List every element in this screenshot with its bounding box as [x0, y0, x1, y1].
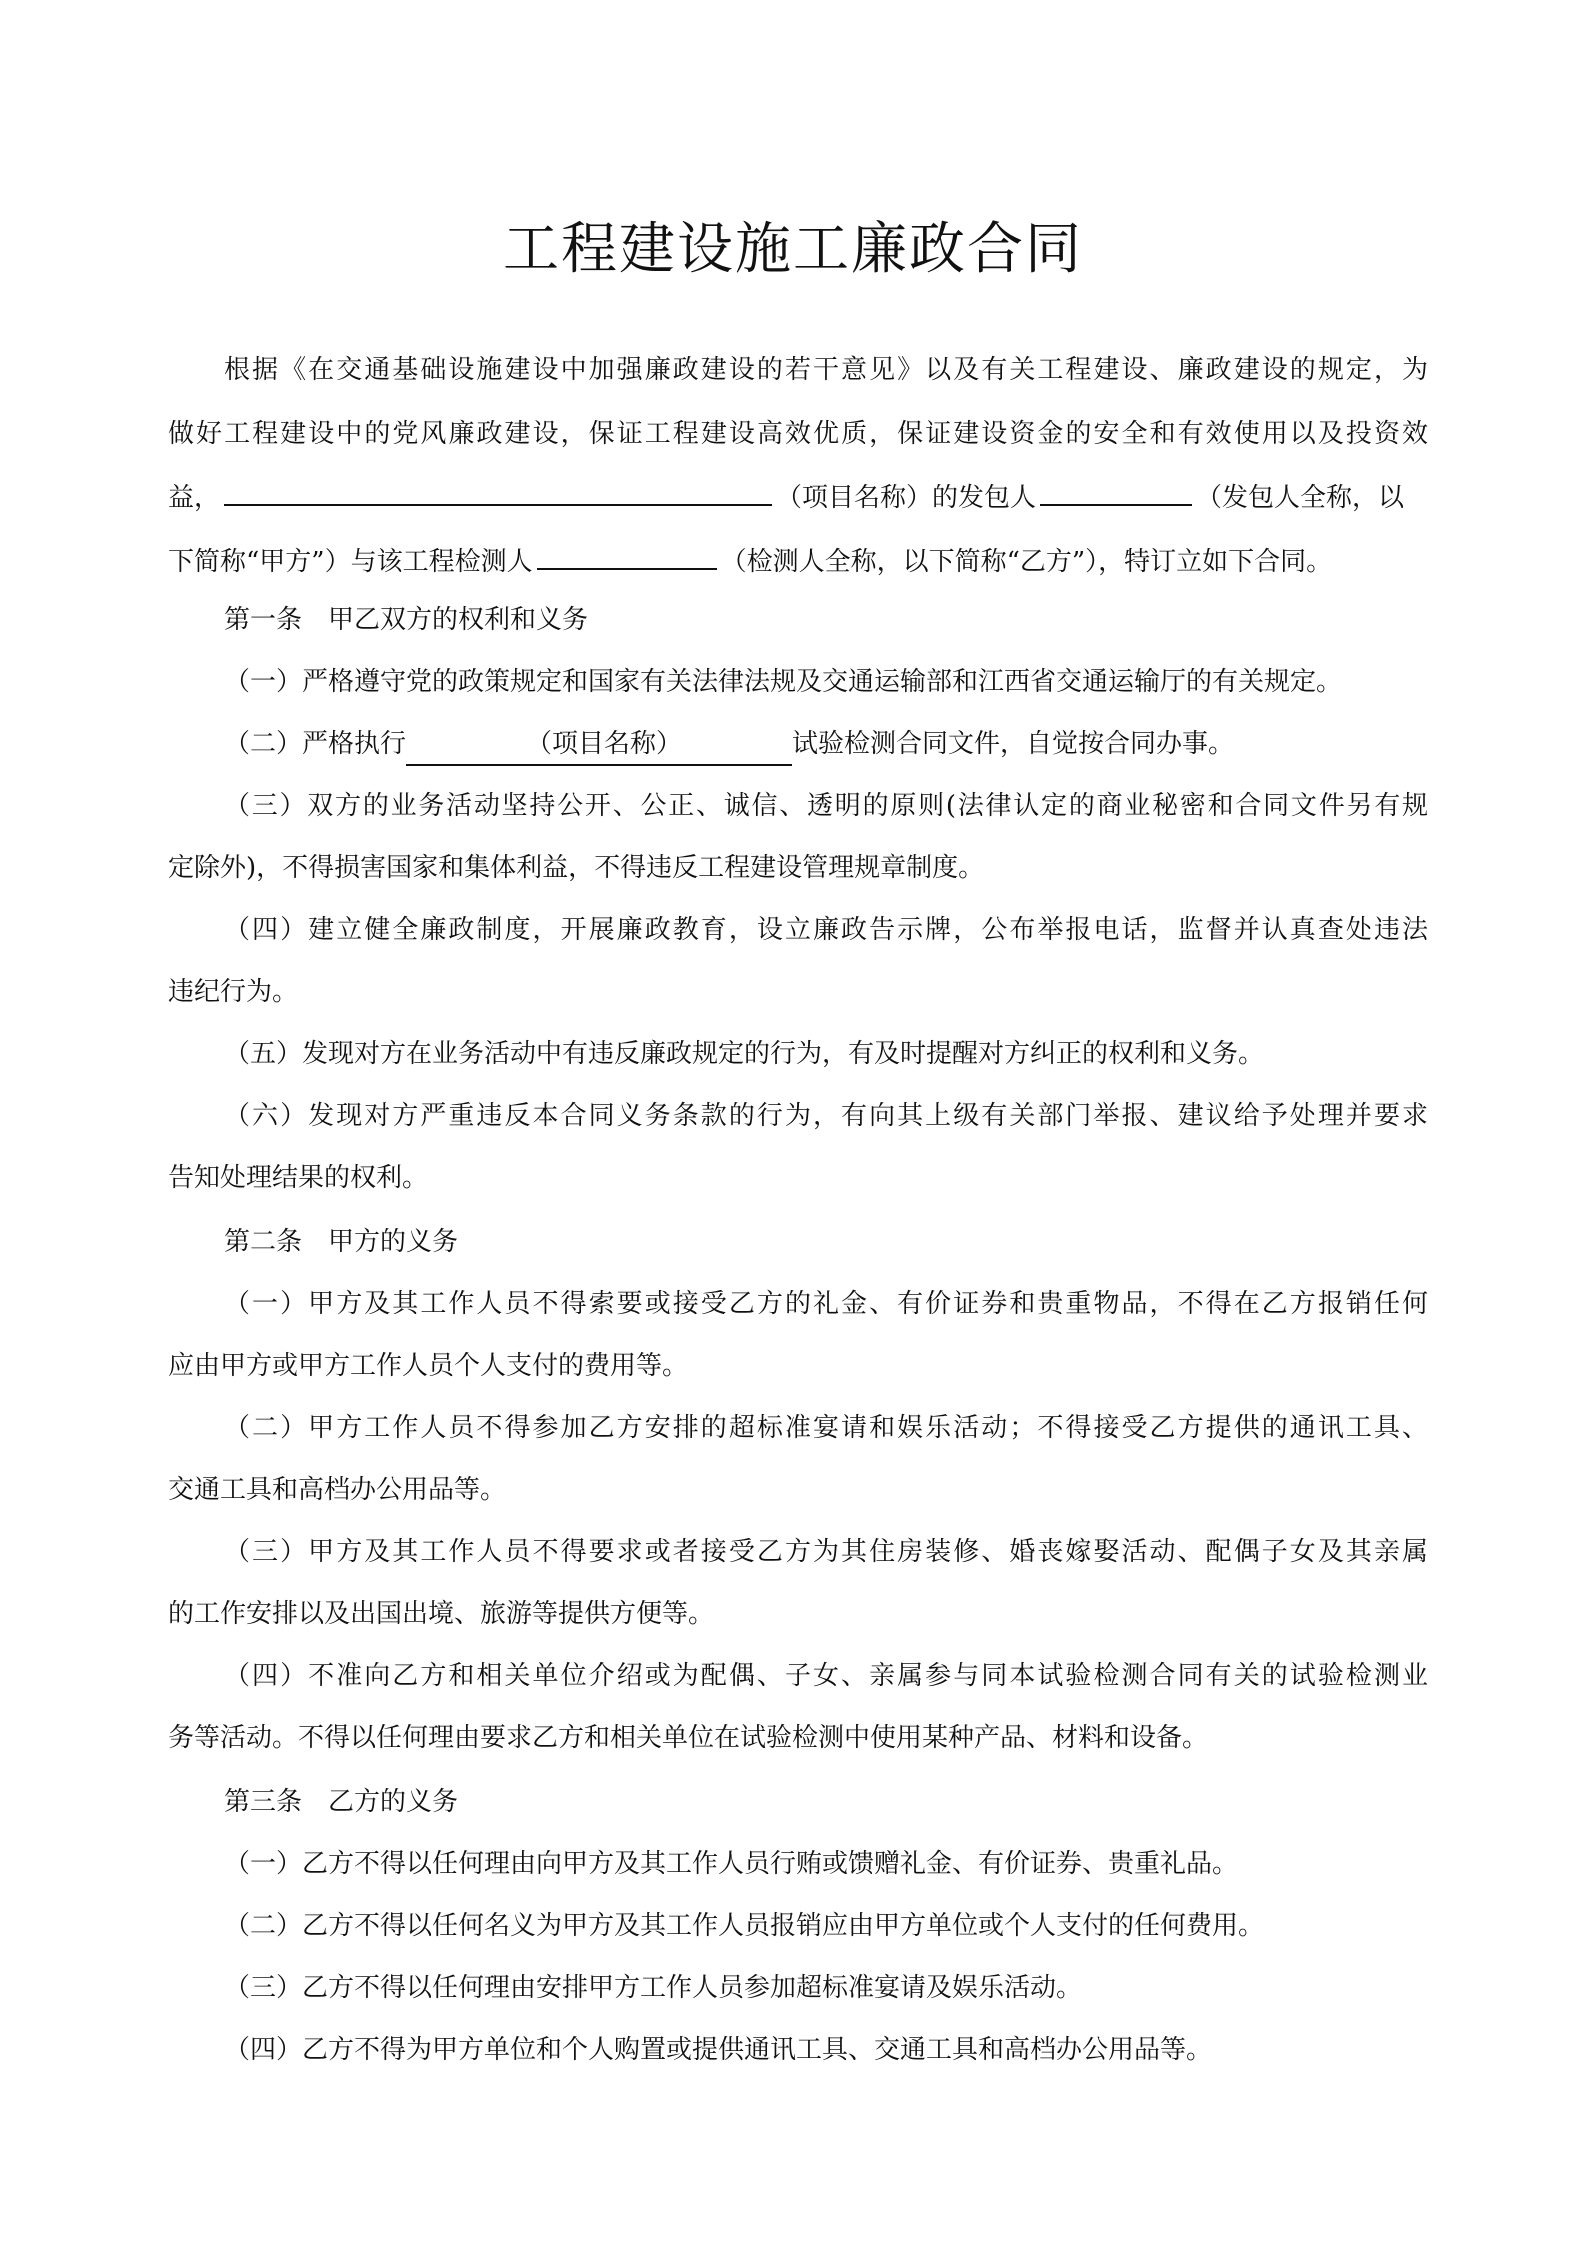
article-1-item-6-line-2: 告知处理结果的权利。	[168, 1163, 429, 1193]
article-2-item-3-line-1: （三）甲方及其工作人员不得要求或者接受乙方为其住房装修、婚丧嫁娶活动、配偶子女及其亲属	[224, 1537, 1428, 1567]
article-2-item-4-line-2: 务等活动。不得以任何理由要求乙方和相关单位在试验检测中使用某种产品、材料和设备。	[168, 1723, 1209, 1753]
intro-line-4-end: （检测人全称，以下简称“乙方”），特订立如下合同。	[720, 547, 1333, 577]
tester-name-blank[interactable]	[537, 542, 717, 570]
article-1-item-1: （一）严格遵守党的政策规定和国家有关法律法规及交通运输部和江西省交通运输厅的有关规定。	[224, 667, 1343, 697]
article-1-item-4-line-1: （四）建立健全廉政制度，开展廉政教育，设立廉政告示牌，公布举报电话，监督并认真查处违法	[224, 915, 1428, 945]
project-name-field[interactable]: （项目名称）	[406, 724, 792, 766]
article-2-item-3-line-2: 的工作安排以及出国出境、旅游等提供方便等。	[168, 1599, 715, 1629]
article-2-item-2-line-2: 交通工具和高档办公用品等。	[168, 1475, 507, 1505]
article-1-item-3-line-1: （三）双方的业务活动坚持公开、公正、诚信、透明的原则(法律认定的商业秘密和合同文件另有规	[224, 791, 1428, 821]
article-1-heading: 第一条 甲乙双方的权利和义务	[224, 605, 589, 635]
intro-line-3-end: （发包人全称，以	[1196, 483, 1405, 513]
intro-line-3-start: 益，	[168, 483, 221, 513]
article-1-item-3-line-2: 定除外)，不得损害国家和集体利益，不得违反工程建设管理规章制度。	[168, 853, 985, 883]
intro-line-2: 做好工程建设中的党风廉政建设，保证工程建设高效优质，保证建设资金的安全和有效使用以及投资效	[168, 419, 1428, 449]
project-name-blank[interactable]	[224, 478, 772, 506]
intro-line-1: 根据《在交通基础设施建设中加强廉政建设的若干意见》以及有关工程建设、廉政建设的规定，为	[224, 355, 1428, 385]
employer-name-blank[interactable]	[1040, 478, 1192, 506]
article-3-item-4: （四）乙方不得为甲方单位和个人购置或提供通讯工具、交通工具和高档办公用品等。	[224, 2035, 1213, 2065]
article-2-item-4-line-1: （四）不准向乙方和相关单位介绍或为配偶、子女、亲属参与同本试验检测合同有关的试验检测业	[224, 1661, 1428, 1691]
article-3-item-2: （二）乙方不得以任何名义为甲方及其工作人员报销应由甲方单位或个人支付的任何费用。	[224, 1911, 1265, 1941]
article-2-item-1-line-2: 应由甲方或甲方工作人员个人支付的费用等。	[168, 1351, 689, 1381]
intro-line-3	[168, 478, 1428, 518]
intro-line-4-start: 下简称“甲方”）与该工程检测人	[168, 547, 533, 577]
article-1-item-2-end: 试验检测合同文件，自觉按合同办事。	[792, 729, 1235, 759]
article-3-item-1: （一）乙方不得以任何理由向甲方及其工作人员行贿或馈赠礼金、有价证券、贵重礼品。	[224, 1849, 1239, 1879]
intro-line-4	[168, 542, 1428, 582]
article-3-item-3: （三）乙方不得以任何理由安排甲方工作人员参加超标准宴请及娱乐活动。	[224, 1973, 1083, 2003]
article-1-item-2-start: （二）严格执行	[224, 729, 407, 759]
article-2-item-2-line-1: （二）甲方工作人员不得参加乙方安排的超标准宴请和娱乐活动；不得接受乙方提供的通讯工具、	[224, 1413, 1428, 1443]
article-1-item-2	[224, 724, 1428, 766]
document-title: 工程建设施工廉政合同	[503, 217, 1083, 282]
article-3-heading: 第三条 乙方的义务	[224, 1787, 459, 1817]
article-2-heading: 第二条 甲方的义务	[224, 1227, 459, 1257]
article-1-item-4-line-2: 违纪行为。	[168, 977, 299, 1007]
article-2-item-1-line-1: （一）甲方及其工作人员不得索要或接受乙方的礼金、有价证券和贵重物品，不得在乙方报销任何	[224, 1289, 1428, 1319]
article-1-item-6-line-1: （六）发现对方严重违反本合同义务条款的行为，有向其上级有关部门举报、建议给予处理并要求	[224, 1101, 1428, 1131]
intro-line-3-mid: （项目名称）的发包人	[776, 483, 1037, 513]
article-1-item-5: （五）发现对方在业务活动中有违反廉政规定的行为，有及时提醒对方纠正的权利和义务。	[224, 1039, 1265, 1069]
